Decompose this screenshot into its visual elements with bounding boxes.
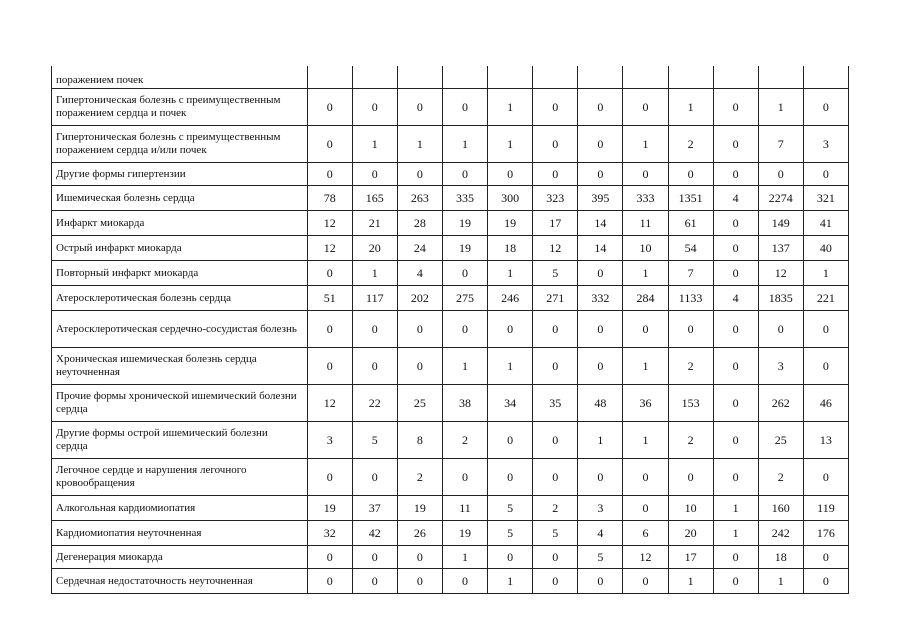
table-row (52, 422, 849, 459)
value-cell: 13 (803, 422, 848, 459)
value-cell: 54 (668, 236, 713, 261)
table-row (52, 211, 849, 236)
value-cell: 242 (758, 521, 803, 546)
value-cell: 0 (713, 126, 758, 163)
value-cell: 2 (533, 496, 578, 521)
value-cell: 14 (578, 236, 623, 261)
value-cell: 0 (488, 163, 533, 186)
row-label: Ишемическая болезнь сердца (52, 186, 308, 211)
value-cell: 0 (803, 348, 848, 385)
value-cell: 46 (803, 385, 848, 422)
value-cell: 0 (623, 459, 668, 496)
value-cell: 10 (623, 236, 668, 261)
value-cell: 262 (758, 385, 803, 422)
value-cell: 0 (397, 89, 442, 126)
value-cell: 0 (397, 163, 442, 186)
value-cell: 0 (623, 89, 668, 126)
value-cell (488, 66, 533, 89)
value-cell: 0 (713, 211, 758, 236)
value-cell: 38 (442, 385, 487, 422)
value-cell: 5 (488, 521, 533, 546)
table-row (52, 348, 849, 385)
value-cell: 0 (713, 546, 758, 569)
value-cell: 5 (488, 496, 533, 521)
value-cell: 1 (488, 126, 533, 163)
value-cell: 0 (307, 89, 352, 126)
value-cell: 0 (713, 348, 758, 385)
value-cell: 24 (397, 236, 442, 261)
table-row (52, 496, 849, 521)
table-row (52, 546, 849, 569)
value-cell: 0 (803, 459, 848, 496)
row-label: Легочное сердце и нарушения легочного кровообращения (52, 459, 308, 496)
value-cell: 0 (713, 569, 758, 594)
value-cell: 7 (668, 261, 713, 286)
value-cell: 8 (397, 422, 442, 459)
value-cell: 78 (307, 186, 352, 211)
row-label: Атеросклеротическая сердечно-сосудистая болезнь (52, 311, 308, 348)
row-label: Дегенерация миокарда (52, 546, 308, 569)
value-cell: 1 (488, 89, 533, 126)
value-cell (668, 66, 713, 89)
row-label: Другие формы острой ишемический болезни сердца (52, 422, 308, 459)
value-cell: 6 (623, 521, 668, 546)
value-cell: 0 (623, 311, 668, 348)
table-row (52, 236, 849, 261)
value-cell: 0 (307, 126, 352, 163)
value-cell: 48 (578, 385, 623, 422)
value-cell: 0 (578, 126, 623, 163)
value-cell: 0 (397, 311, 442, 348)
value-cell: 18 (488, 236, 533, 261)
value-cell: 0 (713, 261, 758, 286)
value-cell: 221 (803, 286, 848, 311)
value-cell: 21 (352, 211, 397, 236)
value-cell: 0 (352, 311, 397, 348)
value-cell: 0 (307, 546, 352, 569)
value-cell: 0 (307, 261, 352, 286)
value-cell: 300 (488, 186, 533, 211)
value-cell: 1 (713, 521, 758, 546)
value-cell (442, 66, 487, 89)
value-cell: 2 (397, 459, 442, 496)
value-cell: 40 (803, 236, 848, 261)
value-cell (307, 66, 352, 89)
value-cell: 1 (442, 348, 487, 385)
value-cell: 0 (352, 163, 397, 186)
value-cell: 3 (803, 126, 848, 163)
value-cell (623, 66, 668, 89)
value-cell: 12 (307, 236, 352, 261)
value-cell: 0 (307, 163, 352, 186)
value-cell: 19 (442, 211, 487, 236)
value-cell: 5 (533, 521, 578, 546)
value-cell: 0 (578, 348, 623, 385)
value-cell: 0 (397, 546, 442, 569)
row-label: Острый инфаркт миокарда (52, 236, 308, 261)
value-cell: 3 (307, 422, 352, 459)
value-cell: 0 (713, 89, 758, 126)
value-cell: 0 (352, 348, 397, 385)
table-row (52, 286, 849, 311)
value-cell: 0 (713, 459, 758, 496)
row-label: Алкогольная кардиомиопатия (52, 496, 308, 521)
table-row (52, 66, 849, 89)
value-cell: 1 (488, 348, 533, 385)
value-cell: 4 (713, 286, 758, 311)
value-cell: 12 (758, 261, 803, 286)
value-cell: 0 (623, 496, 668, 521)
row-label: Инфаркт миокарда (52, 211, 308, 236)
table-row (52, 186, 849, 211)
value-cell: 1 (397, 126, 442, 163)
row-label: поражением почек (52, 66, 308, 89)
row-label: Кардиомиопатия неуточненная (52, 521, 308, 546)
value-cell: 0 (442, 163, 487, 186)
value-cell: 12 (307, 211, 352, 236)
value-cell: 0 (578, 261, 623, 286)
value-cell: 19 (397, 496, 442, 521)
row-label: Хроническая ишемическая болезнь сердца неуточненная (52, 348, 308, 385)
value-cell: 0 (713, 422, 758, 459)
value-cell: 0 (533, 89, 578, 126)
value-cell: 0 (713, 385, 758, 422)
value-cell: 0 (578, 89, 623, 126)
value-cell: 0 (442, 311, 487, 348)
value-cell: 0 (488, 311, 533, 348)
value-cell: 246 (488, 286, 533, 311)
value-cell: 395 (578, 186, 623, 211)
value-cell: 0 (668, 459, 713, 496)
table-row (52, 459, 849, 496)
value-cell: 0 (758, 163, 803, 186)
value-cell: 2 (668, 348, 713, 385)
value-cell: 2274 (758, 186, 803, 211)
value-cell: 0 (533, 422, 578, 459)
value-cell: 0 (668, 163, 713, 186)
value-cell: 11 (623, 211, 668, 236)
table-body (52, 66, 849, 594)
value-cell: 0 (307, 311, 352, 348)
value-cell: 1 (668, 569, 713, 594)
value-cell: 19 (442, 521, 487, 546)
value-cell: 0 (533, 311, 578, 348)
value-cell: 5 (578, 546, 623, 569)
value-cell: 0 (713, 311, 758, 348)
value-cell: 0 (307, 459, 352, 496)
value-cell: 202 (397, 286, 442, 311)
value-cell: 0 (533, 126, 578, 163)
value-cell: 0 (533, 459, 578, 496)
value-cell: 0 (578, 311, 623, 348)
value-cell: 1 (713, 496, 758, 521)
row-label: Атеросклеротическая болезнь сердца (52, 286, 308, 311)
value-cell: 1 (758, 89, 803, 126)
value-cell: 149 (758, 211, 803, 236)
value-cell: 37 (352, 496, 397, 521)
value-cell: 0 (397, 348, 442, 385)
value-cell: 1 (623, 348, 668, 385)
value-cell: 0 (442, 261, 487, 286)
value-cell: 1133 (668, 286, 713, 311)
value-cell: 11 (442, 496, 487, 521)
value-cell: 1 (623, 422, 668, 459)
value-cell: 271 (533, 286, 578, 311)
value-cell (758, 66, 803, 89)
value-cell: 12 (307, 385, 352, 422)
value-cell: 0 (668, 311, 713, 348)
value-cell: 1835 (758, 286, 803, 311)
value-cell: 12 (533, 236, 578, 261)
value-cell: 1 (623, 261, 668, 286)
value-cell: 176 (803, 521, 848, 546)
value-cell: 1 (352, 126, 397, 163)
value-cell: 1 (488, 569, 533, 594)
value-cell: 165 (352, 186, 397, 211)
value-cell: 18 (758, 546, 803, 569)
value-cell: 0 (442, 459, 487, 496)
value-cell (713, 66, 758, 89)
statistics-table (51, 66, 849, 594)
value-cell: 0 (533, 546, 578, 569)
value-cell: 0 (352, 569, 397, 594)
value-cell: 25 (758, 422, 803, 459)
value-cell: 51 (307, 286, 352, 311)
table-row (52, 521, 849, 546)
value-cell: 0 (713, 163, 758, 186)
value-cell: 19 (307, 496, 352, 521)
value-cell: 0 (803, 311, 848, 348)
value-cell: 34 (488, 385, 533, 422)
row-label: Прочие формы хронической ишемический болезни сердца (52, 385, 308, 422)
value-cell: 153 (668, 385, 713, 422)
value-cell: 2 (668, 422, 713, 459)
value-cell: 0 (488, 422, 533, 459)
value-cell: 19 (442, 236, 487, 261)
value-cell: 22 (352, 385, 397, 422)
value-cell: 0 (623, 163, 668, 186)
value-cell: 0 (442, 89, 487, 126)
value-cell: 263 (397, 186, 442, 211)
value-cell: 20 (668, 521, 713, 546)
table-row (52, 569, 849, 594)
value-cell: 275 (442, 286, 487, 311)
value-cell: 10 (668, 496, 713, 521)
value-cell: 36 (623, 385, 668, 422)
value-cell: 1 (442, 546, 487, 569)
value-cell: 1 (758, 569, 803, 594)
table-row (52, 385, 849, 422)
value-cell: 5 (533, 261, 578, 286)
value-cell: 0 (352, 89, 397, 126)
value-cell: 119 (803, 496, 848, 521)
value-cell: 332 (578, 286, 623, 311)
value-cell: 4 (713, 186, 758, 211)
value-cell: 17 (533, 211, 578, 236)
value-cell: 1 (668, 89, 713, 126)
value-cell: 0 (533, 348, 578, 385)
value-cell: 25 (397, 385, 442, 422)
value-cell: 61 (668, 211, 713, 236)
value-cell: 1351 (668, 186, 713, 211)
value-cell (803, 66, 848, 89)
value-cell: 1 (442, 126, 487, 163)
value-cell: 0 (803, 546, 848, 569)
table-row (52, 89, 849, 126)
row-label: Гипертоническая болезнь с преимущественным поражением сердца и/или почек (52, 126, 308, 163)
value-cell (397, 66, 442, 89)
value-cell: 323 (533, 186, 578, 211)
value-cell: 0 (623, 569, 668, 594)
value-cell: 2 (442, 422, 487, 459)
value-cell: 26 (397, 521, 442, 546)
value-cell: 2 (668, 126, 713, 163)
row-label: Гипертоническая болезнь с преимущественным поражением сердца и почек (52, 89, 308, 126)
value-cell: 42 (352, 521, 397, 546)
value-cell: 35 (533, 385, 578, 422)
value-cell: 17 (668, 546, 713, 569)
value-cell: 1 (352, 261, 397, 286)
value-cell: 0 (307, 348, 352, 385)
value-cell: 0 (803, 569, 848, 594)
value-cell (578, 66, 623, 89)
value-cell: 1 (578, 422, 623, 459)
value-cell: 0 (578, 163, 623, 186)
value-cell: 0 (533, 569, 578, 594)
value-cell: 32 (307, 521, 352, 546)
value-cell: 333 (623, 186, 668, 211)
value-cell: 0 (758, 311, 803, 348)
value-cell: 0 (352, 459, 397, 496)
value-cell: 0 (488, 546, 533, 569)
value-cell: 0 (533, 163, 578, 186)
table-row (52, 311, 849, 348)
row-label: Другие формы гипертензии (52, 163, 308, 186)
table-row (52, 163, 849, 186)
value-cell: 0 (442, 569, 487, 594)
value-cell (352, 66, 397, 89)
value-cell: 335 (442, 186, 487, 211)
table-row (52, 126, 849, 163)
value-cell: 19 (488, 211, 533, 236)
value-cell: 117 (352, 286, 397, 311)
value-cell: 1 (623, 126, 668, 163)
value-cell: 0 (803, 163, 848, 186)
row-label: Повторный инфаркт миокарда (52, 261, 308, 286)
value-cell: 0 (397, 569, 442, 594)
value-cell: 0 (803, 89, 848, 126)
value-cell: 2 (758, 459, 803, 496)
value-cell: 28 (397, 211, 442, 236)
value-cell: 7 (758, 126, 803, 163)
value-cell: 0 (307, 569, 352, 594)
value-cell: 0 (713, 236, 758, 261)
value-cell: 284 (623, 286, 668, 311)
value-cell: 4 (578, 521, 623, 546)
value-cell: 4 (397, 261, 442, 286)
value-cell (533, 66, 578, 89)
value-cell: 14 (578, 211, 623, 236)
table-row (52, 261, 849, 286)
value-cell: 5 (352, 422, 397, 459)
value-cell: 41 (803, 211, 848, 236)
value-cell: 0 (488, 459, 533, 496)
value-cell: 321 (803, 186, 848, 211)
value-cell: 0 (352, 546, 397, 569)
value-cell: 137 (758, 236, 803, 261)
value-cell: 1 (488, 261, 533, 286)
value-cell: 3 (578, 496, 623, 521)
value-cell: 3 (758, 348, 803, 385)
row-label: Сердечная недостаточность неуточненная (52, 569, 308, 594)
value-cell: 1 (803, 261, 848, 286)
value-cell: 160 (758, 496, 803, 521)
value-cell: 0 (578, 459, 623, 496)
value-cell: 0 (578, 569, 623, 594)
value-cell: 20 (352, 236, 397, 261)
value-cell: 12 (623, 546, 668, 569)
